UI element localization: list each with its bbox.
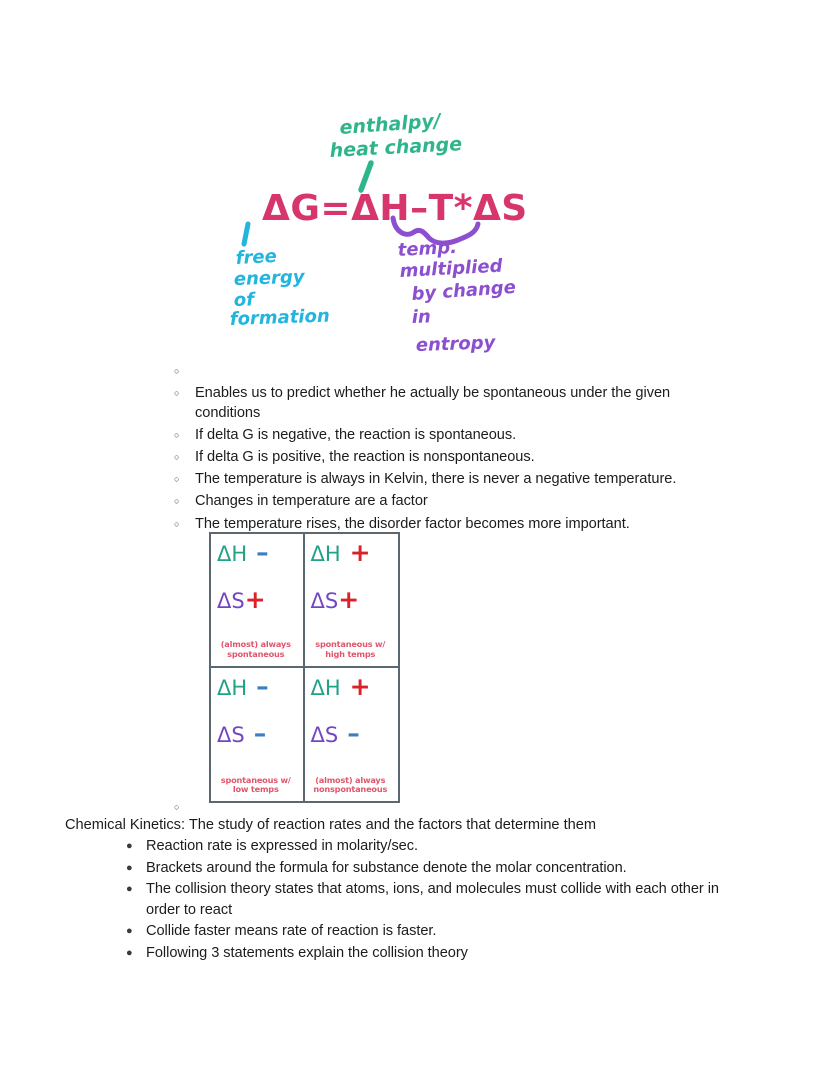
delta-s-sign: – — [347, 718, 360, 748]
delta-s-label: ΔS — [217, 589, 245, 613]
list-item-text: The temperature rises, the disorder factor becomes more important. — [195, 515, 630, 532]
list-item-text: Following 3 statements explain the collision theory — [146, 944, 468, 961]
annotation-enthalpy-line-2: heat change — [329, 133, 463, 162]
delta-h-label: ΔH — [310, 675, 341, 700]
quadrant-note-line: low temps — [232, 784, 279, 795]
gibbs-free-energy-equation — [262, 188, 528, 229]
delta-h-row — [217, 671, 303, 701]
annotation-entropy-term — [397, 237, 516, 356]
list-item-text: Reaction rate is expressed in molarity/sec. — [146, 838, 419, 854]
delta-h-sign: + — [349, 671, 371, 701]
quadrant-note — [211, 640, 301, 659]
list-item — [126, 921, 726, 942]
spontaneity-quadrant-table — [209, 532, 400, 803]
list-bullet-icon: ● — [126, 946, 133, 959]
gibbs-notes-list — [174, 361, 734, 536]
annotation-free-energy-line-4: formation — [229, 305, 331, 330]
list-item-text: The collision theory states that atoms, ions, and molecules must collide with each other in order to react — [146, 881, 720, 918]
list-bullet-icon: ● — [126, 883, 133, 896]
list-item — [126, 836, 726, 857]
quadrant-note-line: spontaneous — [227, 648, 285, 659]
list-bullet-icon: ● — [126, 840, 133, 852]
annotation-free-energy-line-3: of — [233, 289, 255, 311]
annotation-entropy-line-5: entropy — [415, 332, 496, 356]
quadrant-note-line: spontaneous w/ — [220, 774, 291, 785]
delta-h-label: ΔH — [217, 542, 248, 566]
equation-text: ΔG=ΔH–T*ΔS — [262, 188, 528, 229]
list-item-text: Collide faster means rate of reaction is faster. — [146, 923, 437, 940]
delta-h-sign: – — [256, 671, 269, 701]
list-bullet-icon: ○ — [174, 518, 180, 529]
list-item-text: The temperature is always in Kelvin, there is never a negative temperature. — [195, 471, 677, 488]
free-energy-leader-line — [244, 224, 248, 244]
list-item — [174, 447, 734, 468]
quadrant-cell-top-right — [305, 534, 399, 666]
delta-s-sign: + — [338, 585, 360, 614]
list-item-text: Changes in temperature are a factor — [195, 493, 428, 510]
annotation-entropy-line-3: by change — [410, 276, 517, 305]
quadrant-note-line: spontaneous w/ — [315, 639, 386, 650]
list-item-text: Enables us to predict whether he actually be spontaneous under the given conditions — [195, 384, 671, 422]
delta-s-row — [217, 718, 303, 748]
quadrant-cell-bottom-right — [305, 668, 399, 802]
list-item — [126, 943, 726, 964]
annotation-entropy-line-1: temp. — [397, 236, 458, 261]
annotation-entropy-line-2: multiplied — [399, 255, 503, 282]
delta-h-row — [217, 538, 303, 567]
list-bullet-icon: ○ — [174, 366, 180, 376]
list-item-text: If delta G is positive, the reaction is nonspontaneous. — [195, 449, 535, 466]
delta-h-label: ΔH — [310, 542, 341, 566]
list-item — [174, 491, 734, 512]
enthalpy-leader-line — [361, 163, 371, 190]
list-bullet-icon: ○ — [174, 802, 180, 812]
list-bullet-icon: ● — [126, 925, 133, 938]
quadrant-cell-bottom-left — [211, 668, 305, 802]
delta-s-label: ΔS — [217, 722, 245, 747]
quadrant-note — [211, 776, 301, 795]
delta-h-sign: + — [349, 538, 371, 567]
list-item-text: If delta G is negative, the reaction is spontaneous. — [195, 427, 517, 444]
list-bullet-icon: ○ — [174, 430, 180, 441]
delta-h-sign: – — [256, 538, 269, 567]
annotation-free-energy — [229, 246, 330, 330]
quadrant-note — [305, 640, 397, 659]
table-row — [211, 534, 398, 668]
quadrant-note-line: nonspontaneous — [313, 784, 388, 795]
quadrant-note — [305, 776, 397, 795]
table-row — [211, 668, 398, 802]
list-item-text: Brackets around the formula for substance denote the molar concentration. — [146, 859, 627, 876]
list-item — [174, 469, 734, 490]
thermodynamics-handwritten-diagram — [0, 0, 828, 375]
delta-s-label: ΔS — [310, 589, 339, 613]
delta-s-sign: + — [244, 585, 266, 614]
delta-s-row — [310, 718, 399, 748]
chemical-kinetics-heading: Chemical Kinetics: The study of reaction rates and the factors that determine them — [65, 817, 597, 833]
delta-h-label: ΔH — [217, 675, 248, 700]
quadrant-cell-top-left — [211, 534, 305, 666]
list-bullet-icon: ○ — [174, 387, 180, 398]
delta-h-row — [310, 671, 399, 701]
quadrant-note-line: high temps — [325, 648, 376, 659]
list-bullet-icon: ● — [126, 861, 133, 874]
list-item — [126, 858, 726, 879]
annotation-enthalpy-line-1: enthalpy/ — [338, 109, 442, 139]
delta-s-label: ΔS — [310, 722, 339, 747]
annotation-free-energy-line-2: energy — [233, 266, 305, 290]
annotation-free-energy-line-1: free — [235, 245, 278, 269]
quadrant-note-line: (almost) always — [315, 774, 386, 785]
list-bullet-icon: ○ — [174, 474, 180, 485]
list-item — [174, 383, 734, 424]
delta-h-row — [310, 538, 399, 567]
annotation-enthalpy — [329, 110, 463, 162]
delta-s-row — [217, 585, 303, 614]
list-item — [174, 361, 734, 381]
quadrant-note-line: (almost) always — [220, 639, 291, 650]
list-bullet-icon: ○ — [174, 452, 180, 463]
list-item — [126, 879, 726, 920]
list-item — [174, 425, 734, 446]
chemical-kinetics-list — [126, 836, 726, 965]
annotation-entropy-line-4: in — [411, 306, 432, 328]
delta-s-sign: – — [253, 718, 267, 748]
list-bullet-icon: ○ — [174, 496, 180, 507]
delta-s-row — [310, 585, 399, 614]
